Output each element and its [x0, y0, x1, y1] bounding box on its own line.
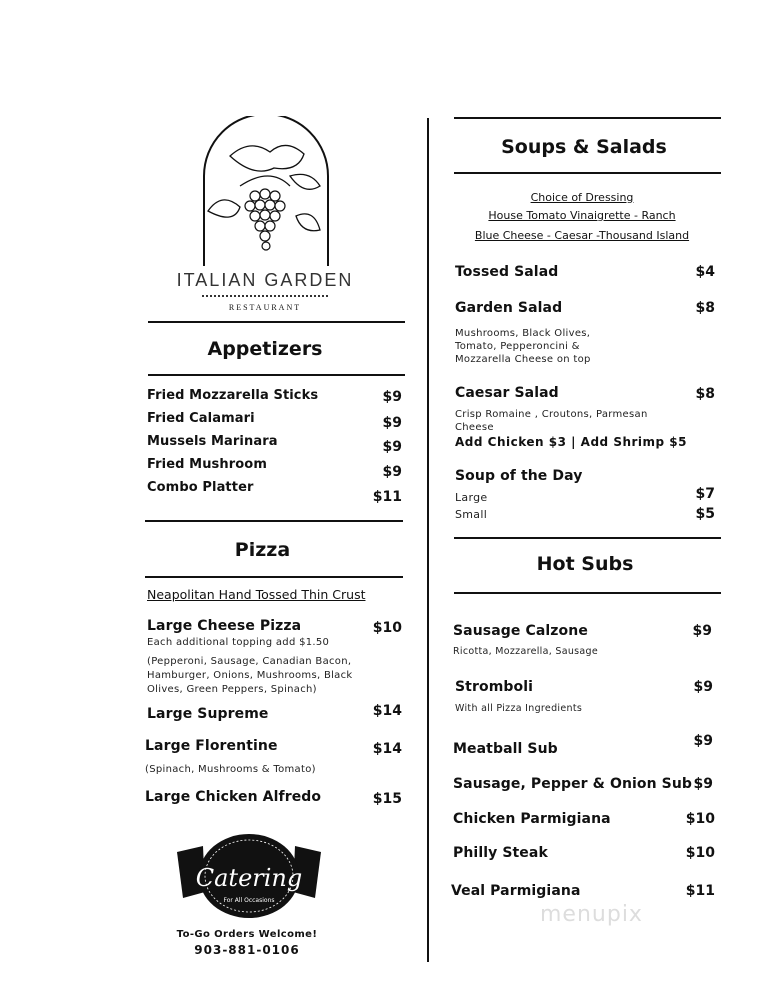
divider: [148, 374, 405, 376]
menu-item-addon: Add Chicken $3 | Add Shrimp $5: [455, 435, 688, 449]
size-label: Large: [455, 491, 488, 504]
menu-item-price: $9: [382, 389, 402, 405]
menu-item-name: Large Cheese Pizza: [147, 618, 302, 634]
size-label: Small: [455, 508, 488, 521]
divider: [145, 576, 403, 578]
catering-logo-text: Catering: [195, 864, 303, 892]
phone-number: 903-881-0106: [194, 943, 300, 957]
menu-item-name: Tossed Salad: [455, 264, 559, 280]
dressing-heading: Choice of Dressing: [530, 191, 634, 204]
menu-item-name: Sausage, Pepper & Onion Sub: [453, 776, 693, 792]
menu-item-note: (Spinach, Mushrooms & Tomato): [145, 764, 316, 775]
menu-item-desc: Mushrooms, Black Olives,: [455, 328, 591, 339]
menu-item-name: Chicken Parmigiana: [453, 811, 611, 827]
divider: [148, 321, 405, 323]
dressing-options: Blue Cheese - Caesar -Thousand Island: [474, 229, 690, 242]
menu-item-desc: Tomato, Pepperoncini &: [455, 341, 580, 352]
menu-item-price: $10: [685, 845, 715, 861]
menu-item-name: Large Florentine: [145, 738, 278, 754]
menu-item-price: $14: [372, 703, 402, 719]
pizza-heading: Pizza: [234, 539, 291, 561]
watermark: menupix: [540, 902, 643, 927]
menu-item-price: $9: [382, 464, 402, 480]
menu-item-name: Veal Parmigiana: [451, 883, 581, 899]
menu-item-desc: Hamburger, Onions, Mushrooms, Black: [147, 670, 353, 681]
menu-item-name: Fried Mushroom: [147, 457, 267, 472]
menu-item-price: $11: [372, 489, 402, 505]
size-price: $7: [695, 486, 715, 502]
menu-item-name: Mussels Marinara: [147, 434, 278, 449]
grape-vine-arch-icon: [200, 116, 332, 266]
menu-item-desc: Ricotta, Mozzarella, Sausage: [453, 646, 598, 657]
menu-item-desc: (Pepperoni, Sausage, Canadian Bacon,: [147, 656, 352, 667]
menu-item-price: $14: [372, 741, 402, 757]
menu-item-desc: Crisp Romaine , Croutons, Parmesan: [455, 409, 648, 420]
divider: [454, 172, 721, 174]
divider: [454, 537, 721, 539]
menu-item-desc: Mozzarella Cheese on top: [455, 354, 591, 365]
menu-item-name: Garden Salad: [455, 300, 563, 316]
menu-item-name: Sausage Calzone: [453, 623, 588, 639]
size-price: $5: [695, 506, 715, 522]
menu-item-price: $9: [382, 439, 402, 455]
menu-item-price: $8: [695, 300, 715, 316]
menu-item-name: Caesar Salad: [455, 385, 559, 401]
catering-tagline: For All Occasions: [223, 897, 275, 904]
catering-logo-icon: [175, 830, 323, 920]
menu-item-desc: With all Pizza Ingredients: [455, 703, 583, 714]
divider: [454, 592, 721, 594]
menu-item-name: Meatball Sub: [453, 741, 558, 757]
menu-item-price: $10: [372, 620, 402, 636]
togo-note: To-Go Orders Welcome!: [176, 929, 318, 940]
menu-item-price: $11: [685, 883, 715, 899]
divider: [145, 520, 403, 522]
soups-salads-heading: Soups & Salads: [501, 136, 667, 158]
menu-item-price: $4: [695, 264, 715, 280]
restaurant-name: ITALIAN GARDEN: [176, 270, 354, 290]
menu-item-name: Stromboli: [455, 679, 534, 695]
menu-item-desc: Cheese: [455, 422, 494, 433]
menu-item-price: $15: [372, 791, 402, 807]
hot-subs-heading: Hot Subs: [536, 553, 634, 575]
menu-item-price: $9: [693, 733, 713, 749]
menu-item-price: $8: [695, 386, 715, 402]
menu-item-name: Large Chicken Alfredo: [145, 789, 322, 805]
menu-item-price: $10: [685, 811, 715, 827]
restaurant-subtitle: RESTAURANT: [228, 303, 302, 312]
appetizers-heading: Appetizers: [207, 338, 323, 360]
crust-note: Neapolitan Hand Tossed Thin Crust: [147, 587, 366, 602]
menu-item-name: Philly Steak: [453, 845, 548, 861]
menu-item-name: Combo Platter: [147, 480, 254, 495]
divider: [454, 117, 721, 119]
menu-item-name: Fried Calamari: [147, 411, 255, 426]
menu-item-price: $9: [693, 679, 713, 695]
menu-item-name: Large Supreme: [147, 706, 269, 722]
menu-item-name: Fried Mozzarella Sticks: [147, 388, 319, 403]
menu-item-desc: Olives, Green Peppers, Spinach): [147, 684, 317, 695]
menu-item-name: Soup of the Day: [455, 468, 583, 484]
column-divider: [427, 118, 429, 962]
menu-item-price: $9: [692, 623, 712, 639]
menu-item-note: Each additional topping add $1.50: [147, 637, 330, 648]
menu-item-price: $9: [382, 415, 402, 431]
dressing-options: House Tomato Vinaigrette - Ranch: [488, 209, 676, 222]
menu-item-price: $9: [693, 776, 713, 792]
